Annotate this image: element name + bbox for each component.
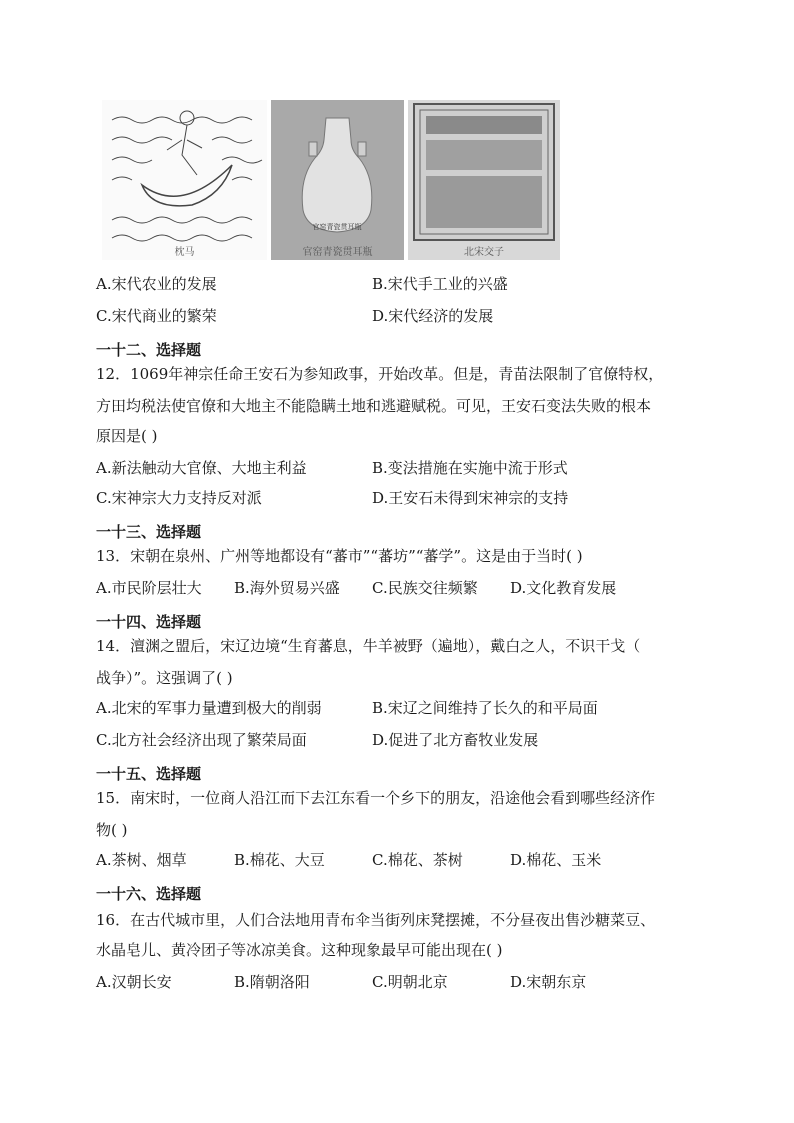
figure-strip: [102, 100, 562, 260]
q15-line-2: 物( ): [96, 821, 128, 839]
figure-vase: [271, 100, 404, 260]
q13-option-c: C.民族交往频繁: [372, 579, 478, 597]
figure-zhenma: [102, 100, 267, 260]
q13-option-a: A.市民阶层壮大: [96, 579, 202, 597]
q16-option-c: C.明朝北京: [372, 973, 448, 991]
q15-option-b: B.棉花、大豆: [234, 851, 325, 869]
q14-line-1: 14．澶渊之盟后，宋辽边境“生育蕃息，牛羊被野（遍地），戴白之人，不识干戈（: [96, 637, 641, 655]
q13-option-b: B.海外贸易兴盛: [234, 579, 340, 597]
q12-option-c: C.宋神宗大力支持反对派: [96, 489, 262, 507]
q11-option-a: A.宋代农业的发展: [96, 275, 217, 293]
q14-option-d: D.促进了北方畜牧业发展: [372, 731, 539, 749]
q12-line-2: 方田均税法使官僚和大地主不能隐瞒土地和逃避赋税。可见，王安石变法失败的根本: [96, 397, 652, 415]
q14-option-c: C.北方社会经济出现了繁荣局面: [96, 731, 307, 749]
q13-option-d: D.文化教育发展: [510, 579, 617, 597]
q12-option-a: A.新法触动大官僚、大地主利益: [96, 459, 307, 477]
jiaozi-illustration: [408, 100, 560, 260]
q16-option-d: D.宋朝东京: [510, 973, 587, 991]
q16-option-b: B.隋朝洛阳: [234, 973, 310, 991]
q12-section-title: 一十二、选择题: [96, 341, 202, 359]
q13-line-1: 13．宋朝在泉州、广州等地都设有“蕃市”“蕃坊”“蕃学”。这是由于当时( ): [96, 547, 583, 565]
figure-jiaozi: [408, 100, 560, 260]
q15-section-title: 一十五、选择题: [96, 765, 202, 783]
q16-section-title: 一十六、选择题: [96, 885, 202, 903]
q13-section-title: 一十三、选择题: [96, 523, 202, 541]
q12-line-1: 12．1069年神宗任命王安石为参知政事，开始改革。但是，青苗法限制了官僚特权，: [96, 365, 664, 383]
q16-line-1: 16．在古代城市里，人们合法地用青布伞当街列床凳摆摊，不分昼夜出售沙糖菜豆、: [96, 911, 656, 929]
q12-line-3: 原因是( ): [96, 427, 158, 445]
zhenma-illustration: [102, 100, 267, 260]
q11-option-d: D.宋代经济的发展: [372, 307, 494, 325]
q14-option-b: B.宋辽之间维持了长久的和平局面: [372, 699, 598, 717]
q14-line-2: 战争）”。这强调了( ): [96, 669, 233, 687]
q15-line-1: 15．南宋时，一位商人沿江而下去江东看一个乡下的朋友，沿途他会看到哪些经济作: [96, 789, 656, 807]
vase-inner-label: 官窑青瓷贯耳瓶: [312, 223, 362, 231]
q12-option-b: B.变法措施在实施中流于形式: [372, 459, 568, 477]
q15-option-a: A.茶树、烟草: [96, 851, 187, 869]
q14-section-title: 一十四、选择题: [96, 613, 202, 631]
q12-option-d: D.王安石未得到宋神宗的支持: [372, 489, 569, 507]
figure-caption: 官窑青瓷贯耳瓶: [302, 247, 373, 258]
q16-option-a: A.汉朝长安: [96, 973, 172, 991]
q14-option-a: A.北宋的军事力量遭到极大的削弱: [96, 699, 322, 717]
figure-caption: 枕马: [174, 247, 195, 258]
q16-line-2: 水晶皂儿、黄冷团子等冰凉美食。这种现象最早可能出现在( ): [96, 941, 503, 959]
q11-option-b: B.宋代手工业的兴盛: [372, 275, 508, 293]
q11-option-c: C.宋代商业的繁荣: [96, 307, 217, 325]
vase-illustration: [271, 100, 404, 260]
figure-caption: 北宋交子: [464, 247, 504, 258]
q15-option-c: C.棉花、茶树: [372, 851, 463, 869]
q15-option-d: D.棉花、玉米: [510, 851, 602, 869]
